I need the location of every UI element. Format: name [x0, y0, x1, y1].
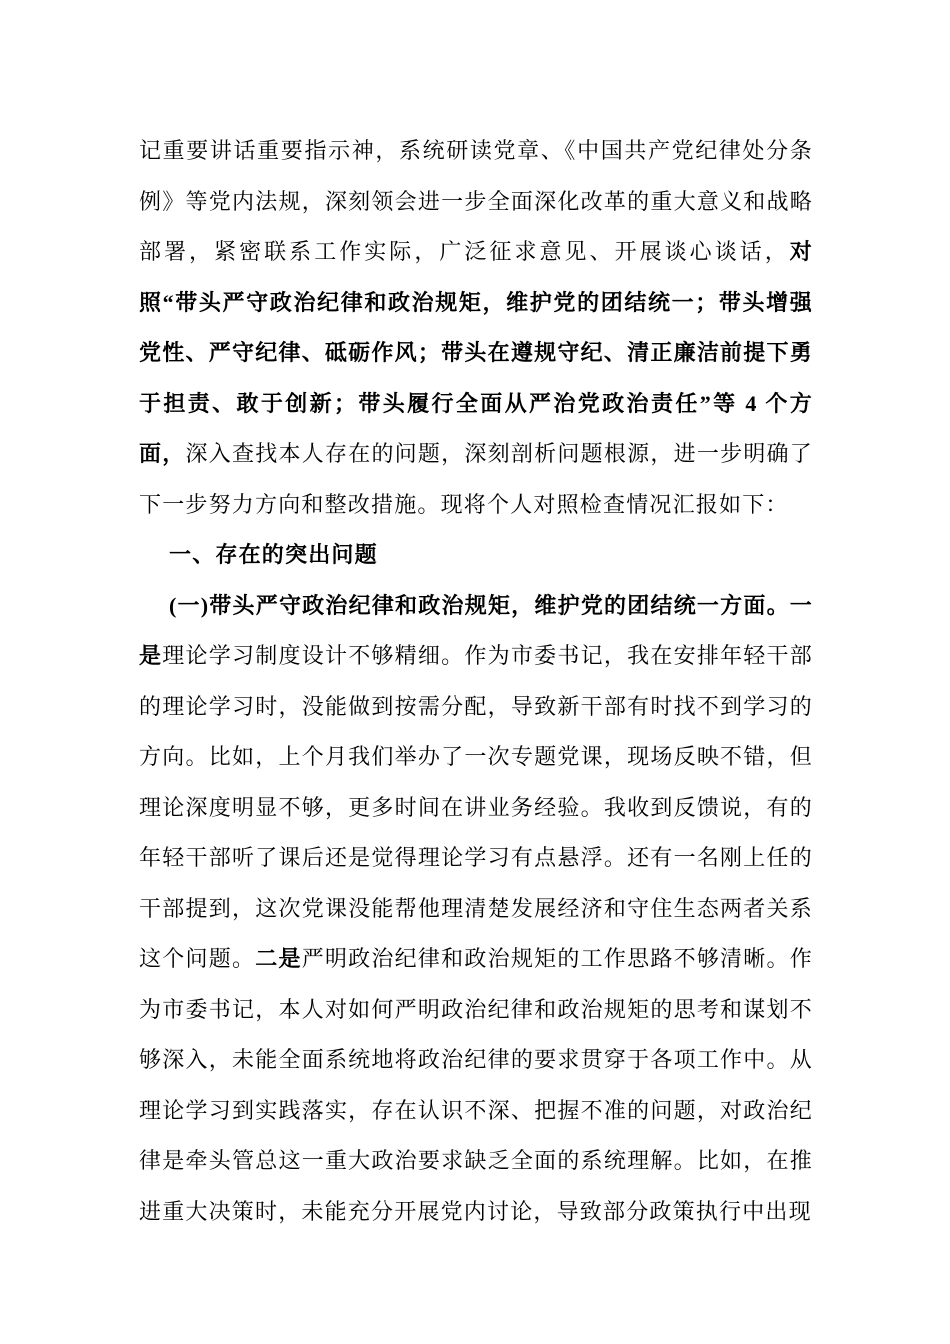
text-run: 深入查找本人存在的问题，深刻剖析问题根源，进一步明确了下一步努力方向和整改措施。现将个人对照检查情况汇报如下： [139, 441, 814, 517]
bold-text-run: (一)带头严守政治纪律和政治规矩，维护党的团结统一方面。一是 [139, 592, 813, 668]
bold-text-run: 对照“带头严守政治纪律和政治规矩，维护党的团结统一；带头增强党性、严守纪律、砥砺作风；带头在遵规守纪、清正廉洁前提下勇于担责、敢于创新；带头履行全面从严治党政治责任”等 4 个方面， [139, 239, 813, 466]
bold-text-run: 二是 [255, 946, 302, 971]
text-run: 理论学习制度设计不够精细。作为市委书记，我在安排年轻干部的理论学习时，没能做到按需分配，导致新干部有时找不到学习的方向。比如，上个月我们举办了一次专题党课，现场反映不错，但理论深度明显不够，更多时间在讲业务经验。我收到反馈说，有的年轻干部听了课后还是觉得理论学习有点悬浮。还有一名刚上任的干部提到，这次党课没能帮他理清楚发展经济和守住生态两者关系这个问题。 [139, 643, 813, 971]
text-run: 记重要讲话重要指示神，系统研读党章、《中国共产党纪律处分条例》等党内法规，深刻领会进一步全面深化改革的重大意义和战略部署，紧密联系工作实际，广泛征求意见、开展谈心谈话， [139, 138, 813, 264]
bold-text-run: 一、存在的突出问题 [169, 542, 378, 567]
section-heading [139, 530, 813, 581]
continuation-paragraph [139, 126, 813, 530]
text-run: 严明政治纪律和政治规矩的工作思路不够清晰。作为市委书记，本人对如何严明政治纪律和政治规矩的思考和谋划不够深入，未能全面系统地将政治纪律的要求贯穿于各项工作中。从理论学习到实践落实，存在认识不深、把握不准的问题，对政治纪律是牵头管总这一重大政治要求缺乏全面的系统理解。比如，在推进重大决策时，未能充分开展党内讨论，导致部分政策执行中出现 [139, 946, 813, 1224]
subsection-paragraph [139, 581, 813, 1238]
document-body [139, 126, 813, 1237]
